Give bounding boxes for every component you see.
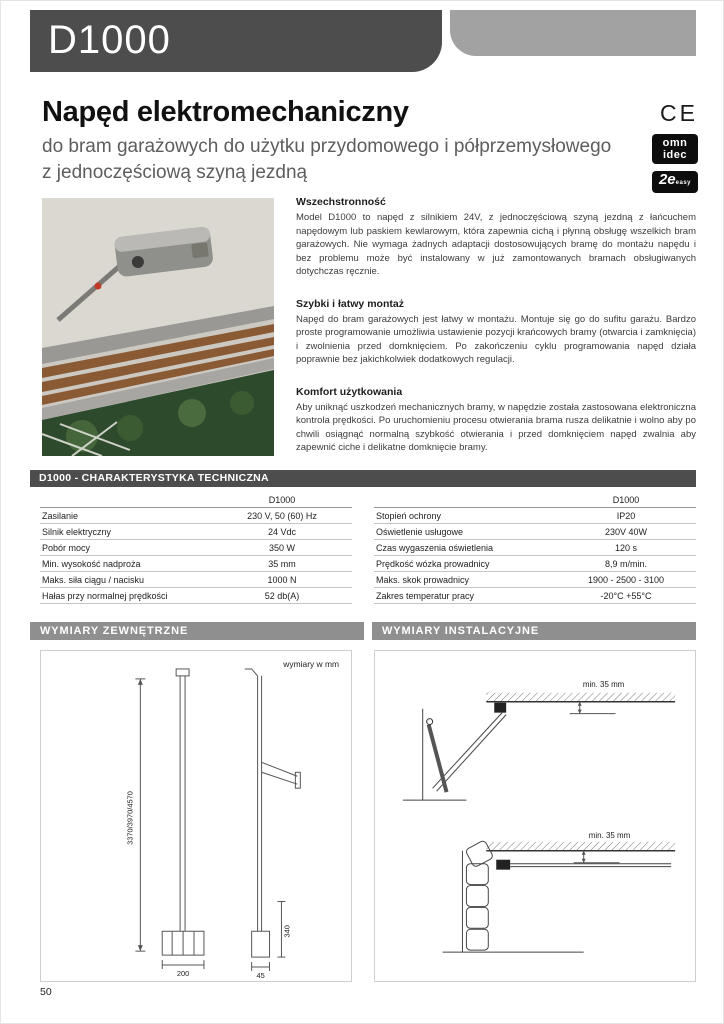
spec-row xyxy=(40,588,352,604)
feature-block xyxy=(296,298,696,367)
feature-heading: Szybki i łatwy montaż xyxy=(296,297,404,310)
dimension-unit-note: wymiary w mm xyxy=(283,658,340,669)
omnidec-logo-top: omn xyxy=(662,137,688,149)
min-headroom-label-bottom: min. 35 mm xyxy=(588,830,631,840)
spec-label: Min. wysokość nadproża xyxy=(42,558,141,569)
feature-block xyxy=(296,386,696,455)
page-number: 50 xyxy=(40,986,52,998)
spec-label: Hałas przy normalnej prędkości xyxy=(42,590,168,601)
page-title: D1000 xyxy=(48,18,171,62)
spec-table-left xyxy=(40,492,352,604)
installation-dimensions-drawing xyxy=(374,650,696,982)
spec-value: IP20 xyxy=(616,510,636,521)
spec-header-row xyxy=(40,492,352,508)
spec-row xyxy=(374,556,696,572)
spec-value: 52 db(A) xyxy=(264,590,300,601)
spec-row xyxy=(374,588,696,604)
external-dimensions-header: WYMIARY ZEWNĘTRZNE xyxy=(30,622,364,640)
external-dimensions-drawing xyxy=(40,650,352,982)
twoeasy-logo-sub: easy xyxy=(675,180,692,186)
rail-dimension-diagram xyxy=(41,651,351,981)
intro-block xyxy=(42,96,612,186)
spec-label: Zasilanie xyxy=(42,510,79,521)
spec-label: Prędkość wózka prowadnicy xyxy=(376,558,490,569)
spec-row xyxy=(40,572,352,588)
spec-label: Maks. siła ciągu / nacisku xyxy=(42,574,145,585)
head-depth-dimension: 45 xyxy=(256,970,265,980)
header-band-light xyxy=(450,10,696,56)
spec-row xyxy=(374,540,696,556)
spec-value: 8,9 m/min. xyxy=(604,558,647,569)
head-width-dimension: 200 xyxy=(176,968,190,978)
spec-table-right xyxy=(374,492,696,604)
spec-label: Silnik elektryczny xyxy=(42,526,112,537)
spec-value: 230 V, 50 (60) Hz xyxy=(247,510,317,521)
spec-column-header: D1000 xyxy=(268,494,296,505)
spec-row xyxy=(40,508,352,524)
spec-row xyxy=(40,540,352,556)
feature-block xyxy=(296,196,696,279)
head-side-dimension: 340 xyxy=(282,925,292,938)
spec-column-header: D1000 xyxy=(612,494,640,505)
feature-heading: Wszechstronność xyxy=(296,196,386,208)
spec-value: 35 mm xyxy=(268,558,296,569)
spec-value: 1000 N xyxy=(267,574,297,585)
product-subtitle-line2: z jednoczęściową szyną jezdną xyxy=(42,162,308,183)
spec-value: -20°C +55°C xyxy=(600,590,652,601)
omnidec-logo-bottom: idec xyxy=(662,149,687,161)
spec-row xyxy=(374,572,696,588)
certification-logos xyxy=(648,100,698,193)
spec-value: 120 s xyxy=(614,542,638,553)
spec-value: 230V 40W xyxy=(604,526,648,537)
omnidec-logo-icon xyxy=(652,134,698,164)
garage-opener-photo-illustration xyxy=(42,198,274,456)
spec-label: Maks. skok prowadnicy xyxy=(376,574,470,585)
twoeasy-logo-icon xyxy=(652,171,698,193)
product-subtitle-line1: do bram garażowych do użytku przydomowego i półprzemysłowego xyxy=(42,136,612,157)
feature-heading: Komfort użytkowania xyxy=(296,385,403,398)
feature-body: Napęd do bram garażowych jest łatwy w montażu. Montuje się go do sufitu garażu. Bardzo proste programowanie umożliwia ustawienie pozycji krańcowych bramy (otwarcia i zamknięcia) i zwolnienia przed domknięciem. Po zakończeniu cyklu programowania napęd działa poprawnie bez jakichkolwiek dodatkowych regulacji. xyxy=(296,313,696,365)
spec-row xyxy=(40,556,352,572)
header-band-dark xyxy=(30,10,442,72)
spec-row xyxy=(40,524,352,540)
feature-body: Aby uniknąć uszkodzeń mechanicznych bramy, w napędzie została zastosowana elektroniczna kontrola prędkości. Po uruchomieniu procesu otwierania brama rusza delikatnie i wolno aby po chwili osiągnąć normalną szybkość otwierania i przed domknięciem napęd zwalnia aby zapewnić ciche i delikatne domknięcie bramy. xyxy=(296,401,696,453)
spec-value: 24 Vdc xyxy=(267,526,297,537)
ce-mark-icon: CE xyxy=(660,100,698,126)
spec-row xyxy=(374,508,696,524)
product-title: Napęd elektromechaniczny xyxy=(42,96,409,128)
spec-label: Czas wygaszenia oświetlenia xyxy=(376,542,494,553)
spec-section-header: D1000 - CHARAKTERYSTYKA TECHNICZNA xyxy=(30,470,696,487)
product-photo xyxy=(42,198,274,456)
spec-label: Oświetlenie usługowe xyxy=(376,526,464,537)
spec-value: 1900 - 2500 - 3100 xyxy=(587,574,665,585)
rail-height-dimension: 3370/3970/4570 xyxy=(125,791,135,845)
spec-label: Stopień ochrony xyxy=(376,510,442,521)
spec-header-row xyxy=(374,492,696,508)
spec-label: Pobór mocy xyxy=(42,542,91,553)
spec-value: 350 W xyxy=(268,542,295,553)
feature-body: Model D1000 to napęd z silnikiem 24V, z jednoczęściową szyną jezdną z łańcuchem napędowym lub paskiem kewlarowym, która zapewnia cichą i płynną obsługę wszelkich bram garażowych. Nie wymaga żadnych adaptacji dostosowujących bramę do montażu napędu i bez problemu może być instalowany w już zamontowanych bramach obsługiwanych dotychczas ręcznie. xyxy=(296,212,696,277)
feature-text-column xyxy=(296,196,696,468)
installation-dimensions-header: WYMIARY INSTALACYJNE xyxy=(372,622,696,640)
min-headroom-label-top: min. 35 mm xyxy=(582,679,625,689)
installation-diagram xyxy=(375,651,695,981)
spec-label: Zakres temperatur pracy xyxy=(376,590,475,601)
spec-row xyxy=(374,524,696,540)
twoeasy-logo-text: 2e xyxy=(658,171,676,188)
